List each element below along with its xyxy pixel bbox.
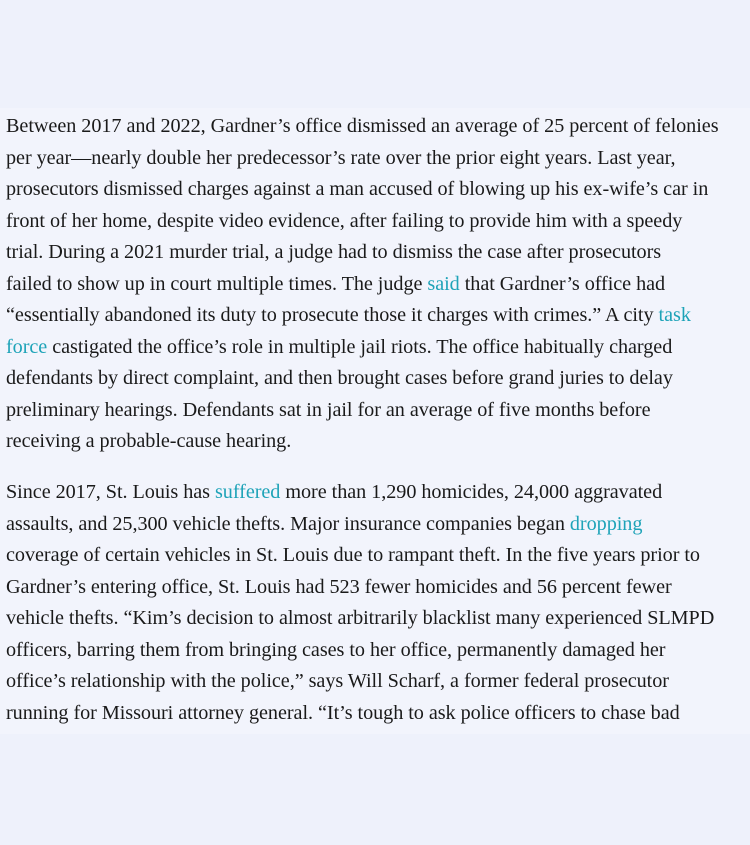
paragraph-2 <box>0 477 750 729</box>
text-line: force castigated the office’s role in multiple jail riots. The office habitually charged <box>6 335 673 358</box>
suffered-link[interactable]: suffered <box>214 481 281 503</box>
text-line: receiving a probable-cause hearing. <box>6 430 292 452</box>
task-force-link[interactable]: task <box>658 304 691 326</box>
text-line: Gardner’s entering office, St. Louis had 523 fewer homicides and 56 percent fewer <box>6 575 672 598</box>
text-line: Between 2017 and 2022, Gardner’s office dismissed an average of 25 percent of felonies <box>6 115 719 137</box>
text-line: per year—nearly double her predecessor’s rate over the prior eight years. Last year, <box>6 146 676 169</box>
said-link[interactable]: said <box>427 272 460 295</box>
text-line: office’s relationship with the police,” says Will Scharf, a former federal prosecutor <box>6 670 669 692</box>
dropping-link[interactable]: dropping <box>569 512 643 535</box>
text-line: “essentially abandoned its duty to prosecute those it charges with crimes.” A city task <box>6 304 691 326</box>
text-line: assaults, and 25,300 vehicle thefts. Major insurance companies began dropping <box>6 512 643 535</box>
text-line: coverage of certain vehicles in St. Louis due to rampant theft. In the five years prior to <box>6 544 700 566</box>
text-line: trial. During a 2021 murder trial, a judge had to dismiss the case after prosecutors <box>6 241 662 263</box>
task-force-link-continued[interactable]: force <box>6 335 48 358</box>
text-line: officers, barring them from bringing cases to her office, permanently damaged her <box>6 638 666 661</box>
text-line: front of her home, despite video evidence, after failing to provide him with a speedy <box>6 209 683 232</box>
text-line: preliminary hearings. Defendants sat in jail for an average of five months before <box>6 398 651 421</box>
text-line: failed to show up in court multiple times. The judge said that Gardner’s office had <box>6 272 666 295</box>
text-line: prosecutors dismissed charges against a man accused of blowing up his ex-wife’s car in <box>6 178 709 200</box>
article-body <box>0 108 750 734</box>
text-line: defendants by direct complaint, and then brought cases before grand juries to delay <box>6 367 673 389</box>
text-line: vehicle thefts. “Kim’s decision to almost arbitrarily blacklist many experienced SLMPD <box>6 607 715 629</box>
text-line: Since 2017, St. Louis has suffered more than 1,290 homicides, 24,000 aggravated <box>6 481 663 503</box>
text-line: running for Missouri attorney general. “It’s tough to ask police officers to chase bad <box>6 701 680 724</box>
paragraph-1 <box>0 111 750 458</box>
